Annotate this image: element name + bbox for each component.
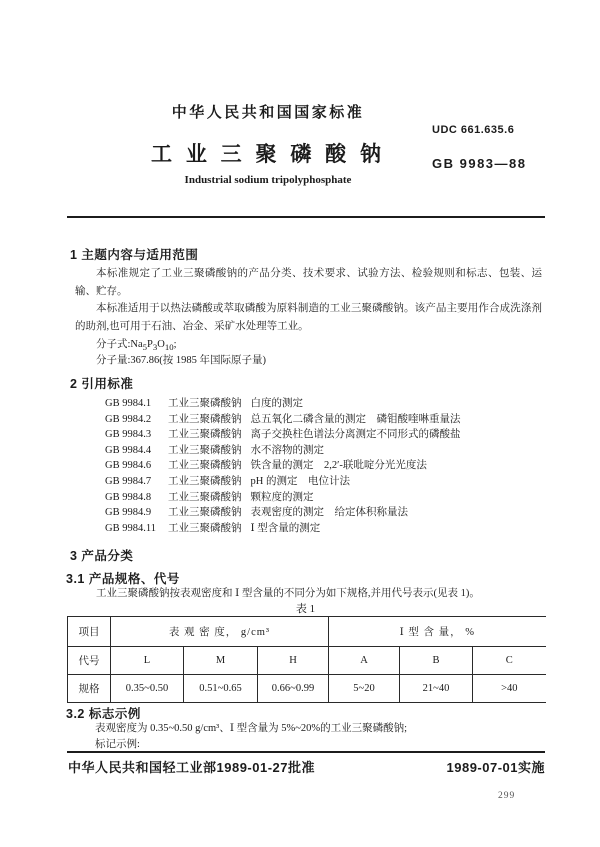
list-item xyxy=(105,443,545,459)
standard-desc: 白度的测定 xyxy=(250,398,303,409)
spec-cell: 0.51~0.65 xyxy=(184,675,258,703)
page-number: 299 xyxy=(498,791,516,801)
section1-heading: 1 主题内容与适用范围 xyxy=(70,248,199,262)
standard-desc: 颗粒度的测定 xyxy=(250,491,314,503)
standard-name: 工业三聚磷酸钠 xyxy=(168,398,242,409)
standard-name: 工业三聚磷酸钠 xyxy=(168,475,242,487)
standard-code: GB 9984.6 xyxy=(105,460,152,472)
list-item xyxy=(105,427,545,443)
section1-paragraph-application: 本标准适用于以热法磷酸或萃取磷酸为原料制造的工业三聚磷酸钠。该产品主要用作合成洗涤剂的助剂,也可用于石油、冶金、采矿水处理等工业。 xyxy=(75,303,542,332)
code-cell: C xyxy=(473,647,546,675)
code-cell: M xyxy=(184,647,258,675)
standard-code: GB 9984.9 xyxy=(105,507,152,519)
table-row xyxy=(68,675,546,703)
standard-code: GB 9984.1 xyxy=(105,398,152,409)
code-cell: A xyxy=(329,647,400,675)
standard-name: 工业三聚磷酸钠 xyxy=(168,413,242,425)
standard-name: 工业三聚磷酸钠 xyxy=(168,429,242,441)
spec-cell: 5~20 xyxy=(329,675,400,703)
classification-table xyxy=(67,616,546,703)
section2-heading: 2 引用标准 xyxy=(70,377,134,391)
table-header-density: 表 观 密 度， g/cm³ xyxy=(111,617,329,647)
list-item xyxy=(105,521,545,537)
standard-number: GB 9983—88 xyxy=(432,156,527,171)
standard-desc: 水不溶物的测定 xyxy=(250,444,324,456)
molecular-weight: 分子量:367.86(按 1985 年国际原子量) xyxy=(96,355,267,366)
national-standard-label: 中华人民共和国国家标准 xyxy=(171,104,365,121)
marking-example-line: 表观密度为 0.35~0.50 g/cm³、Ⅰ 型含量为 5%~20%的工业三聚磷酸钠; xyxy=(95,723,408,734)
table-header-item: 项目 xyxy=(68,617,111,647)
row-label-spec: 规格 xyxy=(68,675,111,703)
standard-code: GB 9984.8 xyxy=(105,491,152,503)
table-caption: 表 1 xyxy=(295,603,316,615)
section3-heading: 3 产品分类 xyxy=(70,549,134,563)
standard-name: 工业三聚磷酸钠 xyxy=(168,507,242,519)
section1-paragraph-scope: 本标准规定了工业三聚磷酸钠的产品分类、技术要求、试验方法、检验规则和标志、包装、运输、贮存。 xyxy=(75,268,542,297)
standard-name: 工业三聚磷酸钠 xyxy=(168,444,242,456)
section31-paragraph: 工业三聚磷酸钠按表观密度和 Ⅰ 型含量的不同分为如下规格,并用代号表示(见表 1)。 xyxy=(96,588,480,599)
row-label-code: 代号 xyxy=(68,647,111,675)
standard-code: GB 9984.2 xyxy=(105,413,152,425)
section31-heading: 3.1 产品规格、代号 xyxy=(66,572,180,586)
spec-cell: 0.35~0.50 xyxy=(111,675,184,703)
spec-cell: 21~40 xyxy=(400,675,473,703)
standard-code: GB 9984.7 xyxy=(105,475,152,487)
molecular-formula-label: 分子式: xyxy=(96,339,131,350)
header-divider xyxy=(67,216,545,218)
list-item xyxy=(105,490,545,506)
list-item xyxy=(105,412,545,428)
molecular-formula: 分子式$:Na_5P_3O_{10}$; xyxy=(96,339,177,353)
spec-cell: 0.66~0.99 xyxy=(258,675,329,703)
code-cell: B xyxy=(400,647,473,675)
standard-name: 工业三聚磷酸钠 xyxy=(168,491,242,503)
footer-divider xyxy=(67,751,545,753)
list-item xyxy=(105,396,545,412)
spec-cell: >40 xyxy=(473,675,546,703)
table-row xyxy=(68,647,546,675)
referenced-standards-list xyxy=(105,396,545,536)
standard-name: 工业三聚磷酸钠 xyxy=(168,460,242,472)
standard-name: 工业三聚磷酸钠 xyxy=(168,522,242,534)
udc-code: UDC 661.635.6 xyxy=(432,124,515,136)
table-header-type1-content: Ⅰ 型 含 量， % xyxy=(329,617,546,647)
standard-desc: 铁含量的测定 2,2′-联吡啶分光光度法 xyxy=(250,460,427,472)
standard-desc: 总五氧化二磷含量的测定 磷钼酸喹啉重量法 xyxy=(250,413,461,425)
standard-code: GB 9984.11 xyxy=(105,522,156,534)
approval-notice: 中华人民共和国轻工业部1989-01-27批准 xyxy=(68,760,315,775)
list-item xyxy=(105,505,545,521)
standard-desc: pH 的测定 电位计法 xyxy=(250,475,350,487)
table-row xyxy=(68,617,546,647)
standard-desc: 离子交换柱色谱法分离测定不同形式的磷酸盐 xyxy=(250,429,461,441)
standard-code: GB 9984.4 xyxy=(105,444,152,456)
code-cell: H xyxy=(258,647,329,675)
title-english: Industrial sodium tripolyphosphate xyxy=(184,174,352,186)
code-cell: L xyxy=(111,647,184,675)
standard-desc: Ⅰ 型含量的测定 xyxy=(250,522,321,534)
section32-heading: 3.2 标志示例 xyxy=(66,707,141,721)
list-item xyxy=(105,474,545,490)
implementation-date: 1989-07-01实施 xyxy=(446,760,545,775)
page-title: 工 业 三 聚 磷 酸 钠 xyxy=(150,143,385,166)
marking-example-label: 标记示例: xyxy=(95,739,140,750)
standard-code: GB 9984.3 xyxy=(105,429,152,441)
standard-desc: 表观密度的测定 给定体积称量法 xyxy=(250,507,408,519)
list-item xyxy=(105,458,545,474)
